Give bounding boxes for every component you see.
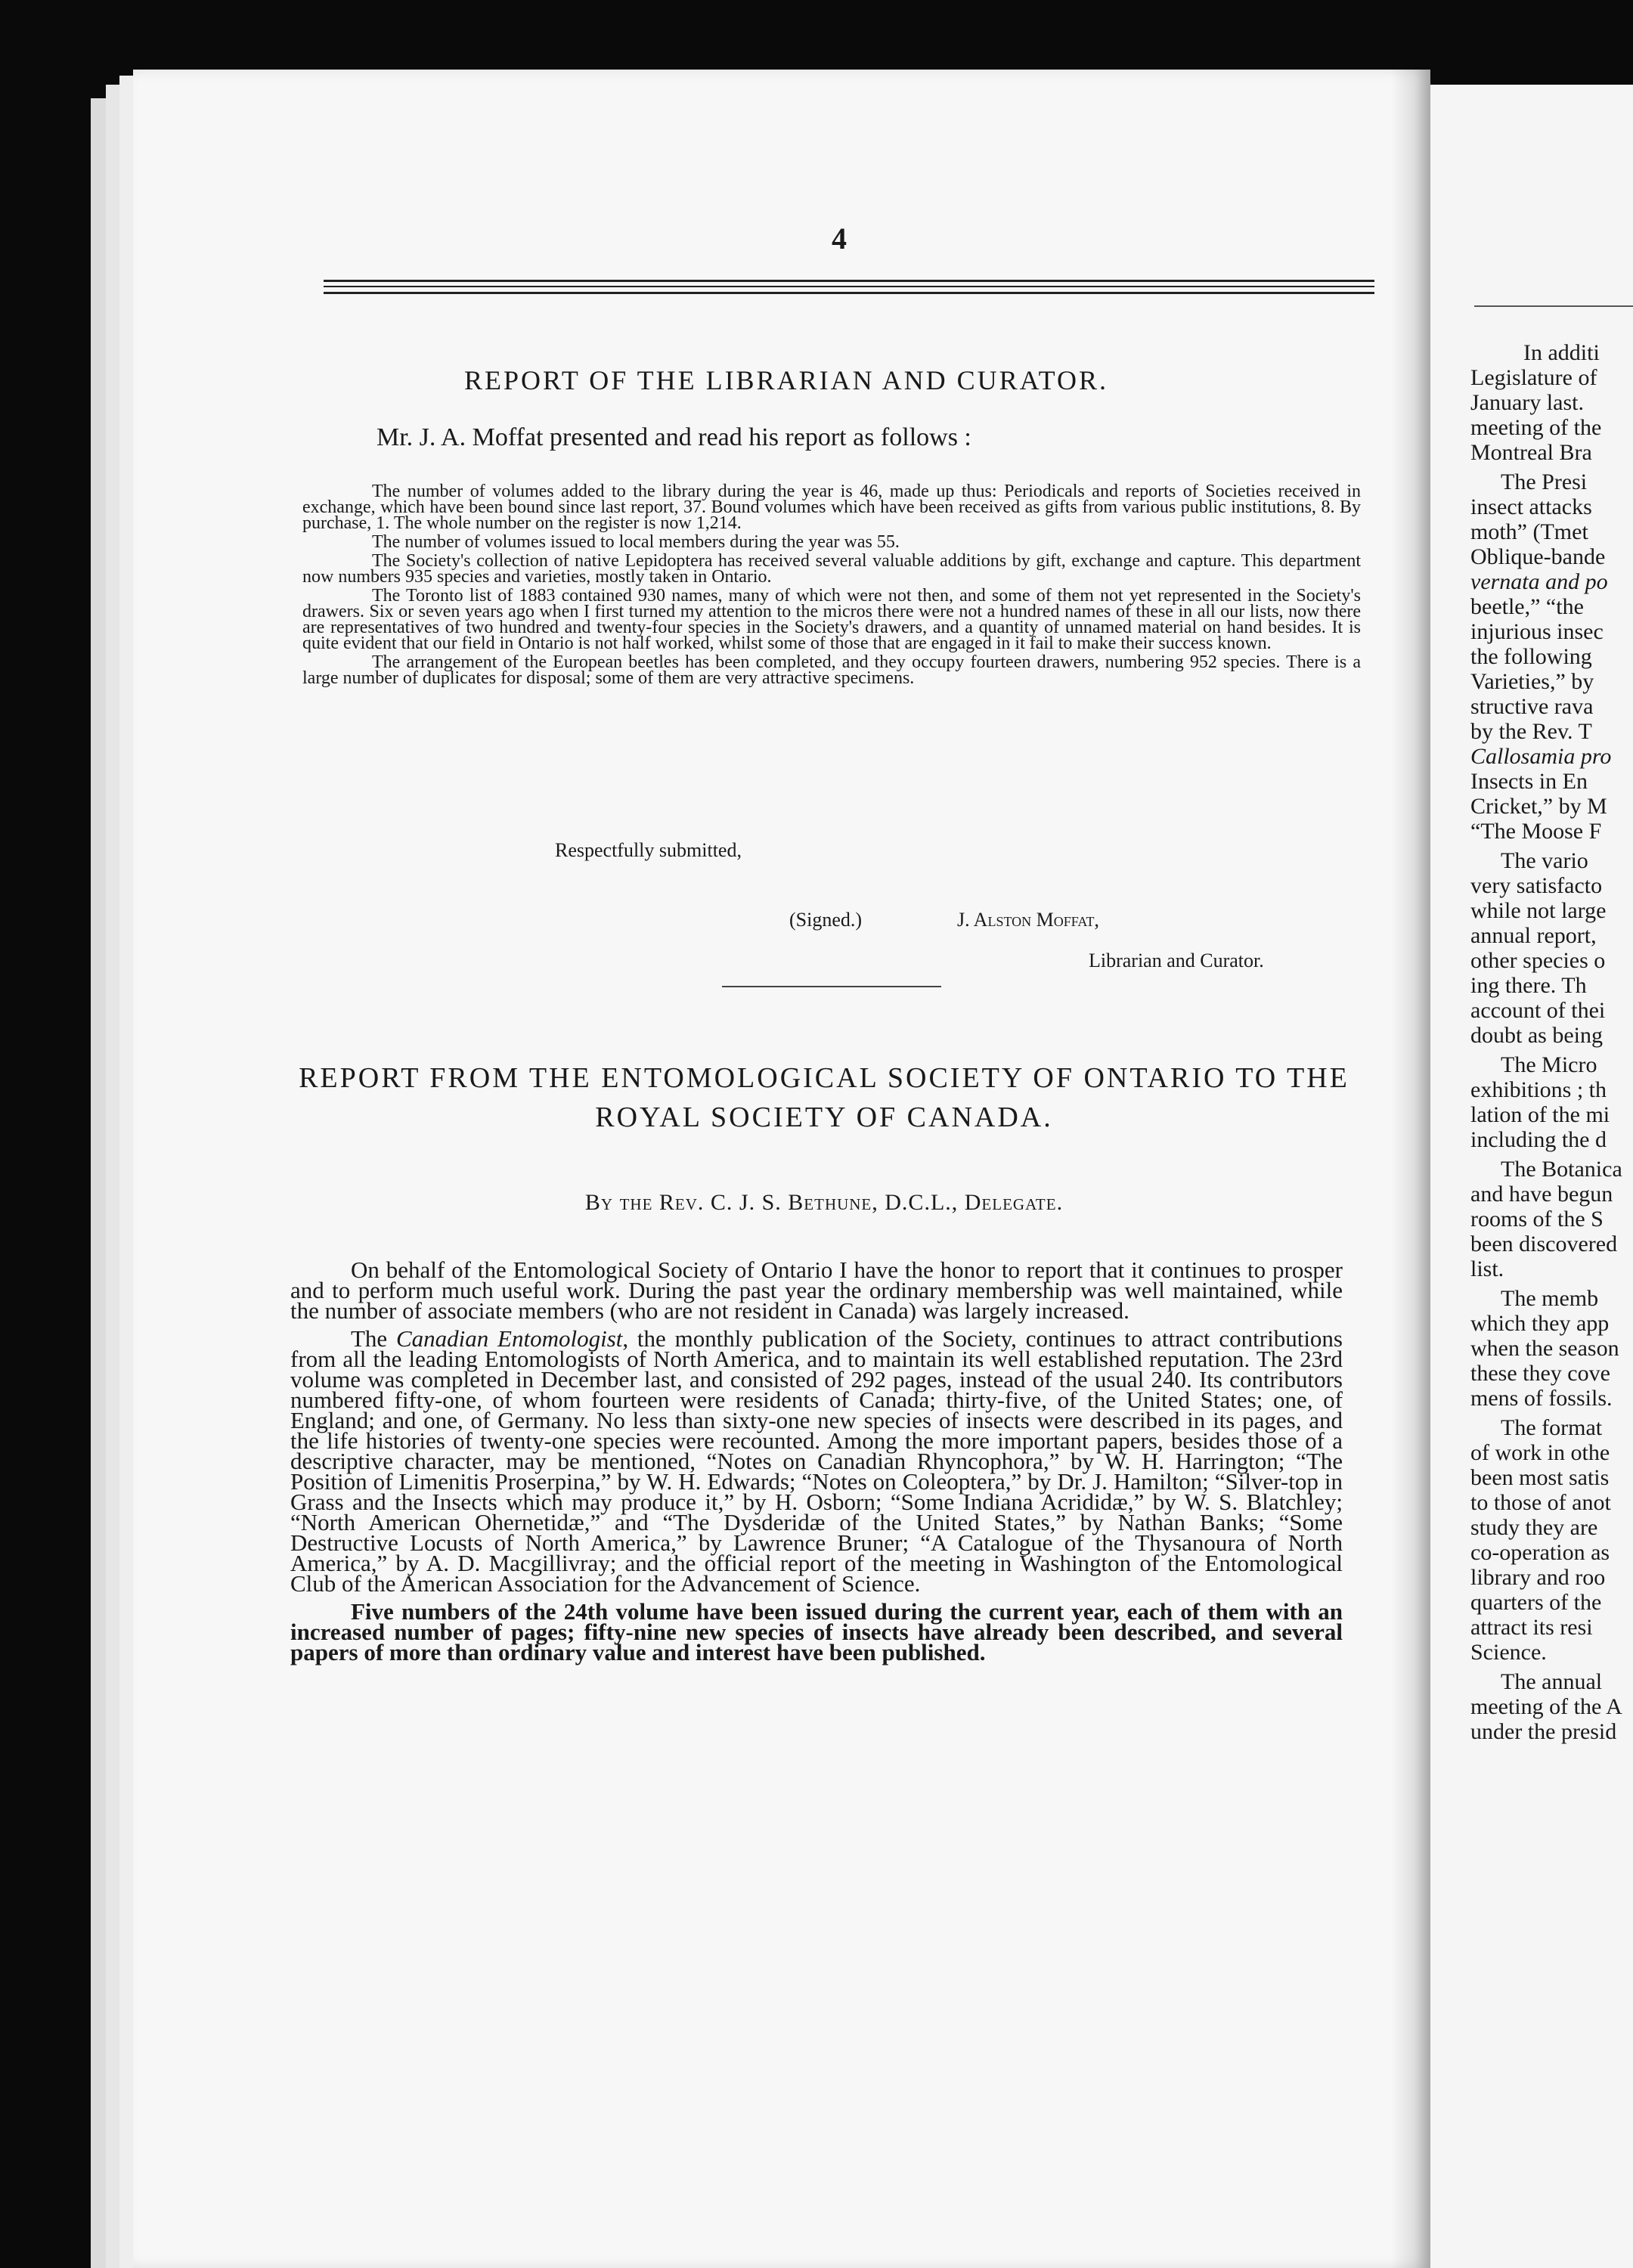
journal-title: Canadian Entomologist xyxy=(395,1325,623,1352)
body-text: The xyxy=(351,1325,396,1352)
page-number: 4 xyxy=(832,222,847,256)
right-line: meeting of the xyxy=(1470,415,1602,440)
right-line: ing there. Th xyxy=(1470,973,1587,998)
right-line: vernata and po xyxy=(1470,569,1608,594)
right-line: The Micro xyxy=(1501,1052,1597,1077)
librarian-paragraph: The Society's collection of native Lepidoptera has received several valuable additions by gift, exchange and capture. This department now numbers 935 species and varieties, mostly taken in Ontario. xyxy=(302,551,1361,587)
right-line: Oblique-bande xyxy=(1470,544,1606,569)
right-line: moth” (Tmet xyxy=(1470,519,1588,544)
royal-title-line: REPORT FROM THE ENTOMOLOGICAL SOCIETY OF ONTARIO TO THE xyxy=(299,1062,1349,1094)
section-divider xyxy=(722,986,941,987)
right-line: account of thei xyxy=(1470,998,1606,1023)
right-line: The annual xyxy=(1501,1669,1603,1694)
right-line: library and roo xyxy=(1470,1565,1606,1590)
right-line: these they cove xyxy=(1470,1361,1610,1386)
right-line: “The Moose F xyxy=(1470,819,1602,844)
right-page-text xyxy=(1470,340,1633,1744)
right-line: of work in othe xyxy=(1470,1440,1610,1465)
right-line: injurious insec xyxy=(1470,619,1604,644)
right-line: when the season xyxy=(1470,1336,1619,1361)
header-rule xyxy=(324,292,1374,294)
right-line: meeting of the A xyxy=(1470,1694,1622,1719)
signer-role: Librarian and Curator. xyxy=(1089,950,1264,971)
right-line: attract its resi xyxy=(1470,1615,1593,1640)
royal-report-title xyxy=(287,1058,1361,1137)
librarian-report-body xyxy=(302,484,1361,689)
right-line: The Botanica xyxy=(1501,1157,1622,1182)
header-rule xyxy=(324,280,1374,282)
right-line: Cricket,” by M xyxy=(1470,794,1607,819)
librarian-paragraph: The Toronto list of 1883 contained 930 names, many of which were not then, and some of them not yet represented in the Society's drawers. Six or seven years ago when I first turned my attention to the micros there were not a hundred names of these in all our lists, now there are representatives of two hundred and twenty-four species in the Society's drawers, and a quantity of unnamed material on hand besides. It is quite evident that our field in Ontario is not half worked, whilst some of those that are engaged in it fail to make their success known. xyxy=(302,586,1361,653)
right-line: mens of fossils. xyxy=(1470,1386,1613,1411)
librarian-intro: Mr. J. A. Moffat presented and read his report as follows : xyxy=(376,423,971,451)
right-line: while not large xyxy=(1470,898,1607,923)
signer-name: J. Alston Moffat, xyxy=(957,909,1099,931)
right-page-rule xyxy=(1474,305,1633,307)
right-line: to those of anot xyxy=(1470,1490,1611,1515)
right-line: In additi xyxy=(1523,340,1600,365)
right-line: rooms of the S xyxy=(1470,1207,1604,1232)
right-line: including the d xyxy=(1470,1127,1607,1152)
signed-label: (Signed.) xyxy=(789,909,863,931)
right-line: other species o xyxy=(1470,948,1606,973)
body-paragraph: On behalf of the Entomological Society of Ontario I have the honor to report that it continues to prosper and to perform much useful work. During the past year the ordinary membership was well maintained, while the number of associate members (who are not resident in Canada) was largely increased. xyxy=(290,1256,1343,1324)
right-line: The vario xyxy=(1501,848,1588,873)
right-line: study they are xyxy=(1470,1515,1598,1540)
right-line: The format xyxy=(1501,1415,1603,1440)
right-line: The Presi xyxy=(1501,469,1588,494)
right-line: under the presid xyxy=(1470,1719,1617,1744)
right-line: which they app xyxy=(1470,1311,1610,1336)
right-line: Montreal Bra xyxy=(1470,440,1592,465)
right-line: Science. xyxy=(1470,1640,1547,1665)
book-gutter xyxy=(1391,70,1430,2268)
body-paragraph: Five numbers of the 24th volume have been issued during the current year, each of them with an increased number of pages; fifty-nine new species of insects have already been described, and several papers of more than ordinary value and interest have been published. xyxy=(290,1598,1343,1665)
right-line: been most satis xyxy=(1470,1465,1610,1490)
right-line: quarters of the xyxy=(1470,1590,1602,1615)
right-line: annual report, xyxy=(1470,923,1597,948)
royal-title-line: ROYAL SOCIETY OF CANADA. xyxy=(595,1101,1053,1133)
right-line: lation of the mi xyxy=(1470,1102,1610,1127)
right-line: beetle,” “the xyxy=(1470,594,1584,619)
right-line: list. xyxy=(1470,1256,1504,1281)
right-line: Varieties,” by xyxy=(1470,669,1594,694)
royal-report-body xyxy=(290,1256,1343,1670)
right-line: been discovered xyxy=(1470,1232,1618,1256)
right-line: and have begun xyxy=(1470,1182,1613,1207)
header-rule xyxy=(324,286,1374,287)
body-text: , the monthly publication of the Society, continues to attract contributions from all the leading Entomologists of North America, and to maintain its well established reputation. The 23rd volume was completed in December last, and consisted of 292 pages, instead of the usual 240. Its contributors numbered fifty-one, of whom fourteen were residents of Canada; thirty-five, of the United States; one, of England; and one, of Germany. No less than sixty-one new species of insects were described in its pages, and the life histories of twenty-one species were recounted. Among the more important papers, besides those of a descriptive character, may be mentioned, “Notes on Canadian Rhyncophora,” by W. H. Harrington; “The Position of Limenitis Proserpina,” by W. H. Edwards; “Notes on Coleoptera,” by Dr. J. Hamilton; “Silver-top in Grass and the Insects which may produce it,” by H. Osborn; “Some Indiana Acrididæ,” by W. S. Blatchley; “North American Ohernetidæ,” and “The Dysderidæ of the United States,” by Nathan Banks; “Some Destructive Locusts of North America,” by Lawrence Bruner; “A Catalogue of the Thysanoura of North America,” by A. D. Macgillivray; and the official report of the meeting in Washington of the Entomological Club of the American Association for the Advancement of Science. xyxy=(290,1325,1343,1597)
right-line: doubt as being xyxy=(1470,1023,1603,1048)
left-page xyxy=(133,70,1430,2268)
right-line: The memb xyxy=(1501,1286,1599,1311)
right-line: structive rava xyxy=(1470,694,1594,719)
right-line: by the Rev. T xyxy=(1470,719,1592,744)
right-line: Callosamia pro xyxy=(1470,744,1612,769)
right-line: exhibitions ; th xyxy=(1470,1077,1607,1102)
librarian-paragraph: The arrangement of the European beetles has been completed, and they occupy fourteen drawers, numbering 952 species. There is a large number of duplicates for disposal; some of them are very attractive specimens. xyxy=(302,652,1361,688)
librarian-paragraph: The number of volumes added to the library during the year is 46, made up thus: Periodicals and reports of Societies received in exchange, which have been bound since last report, 37. Bound volumes which have been received as gifts from various public institutions, 8. By purchase, 1. The whole number on the register is now 1,214. xyxy=(302,482,1361,533)
right-line: very satisfacto xyxy=(1470,873,1603,898)
librarian-report-title: REPORT OF THE LIBRARIAN AND CURATOR. xyxy=(464,365,1108,395)
right-line: insect attacks xyxy=(1470,494,1592,519)
byline: By the Rev. C. J. S. Bethune, D.C.L., Delegate. xyxy=(584,1190,1064,1215)
closing-line: Respectfully submitted, xyxy=(555,839,742,861)
librarian-paragraph: The number of volumes issued to local members during the year was 55. xyxy=(372,532,900,552)
right-line: January last. xyxy=(1470,390,1584,415)
right-line: the following xyxy=(1470,644,1592,669)
right-line: co-operation as xyxy=(1470,1540,1610,1565)
body-paragraph xyxy=(290,1325,1343,1597)
right-line: Insects in En xyxy=(1470,769,1588,794)
right-line: Legislature of xyxy=(1470,365,1597,390)
